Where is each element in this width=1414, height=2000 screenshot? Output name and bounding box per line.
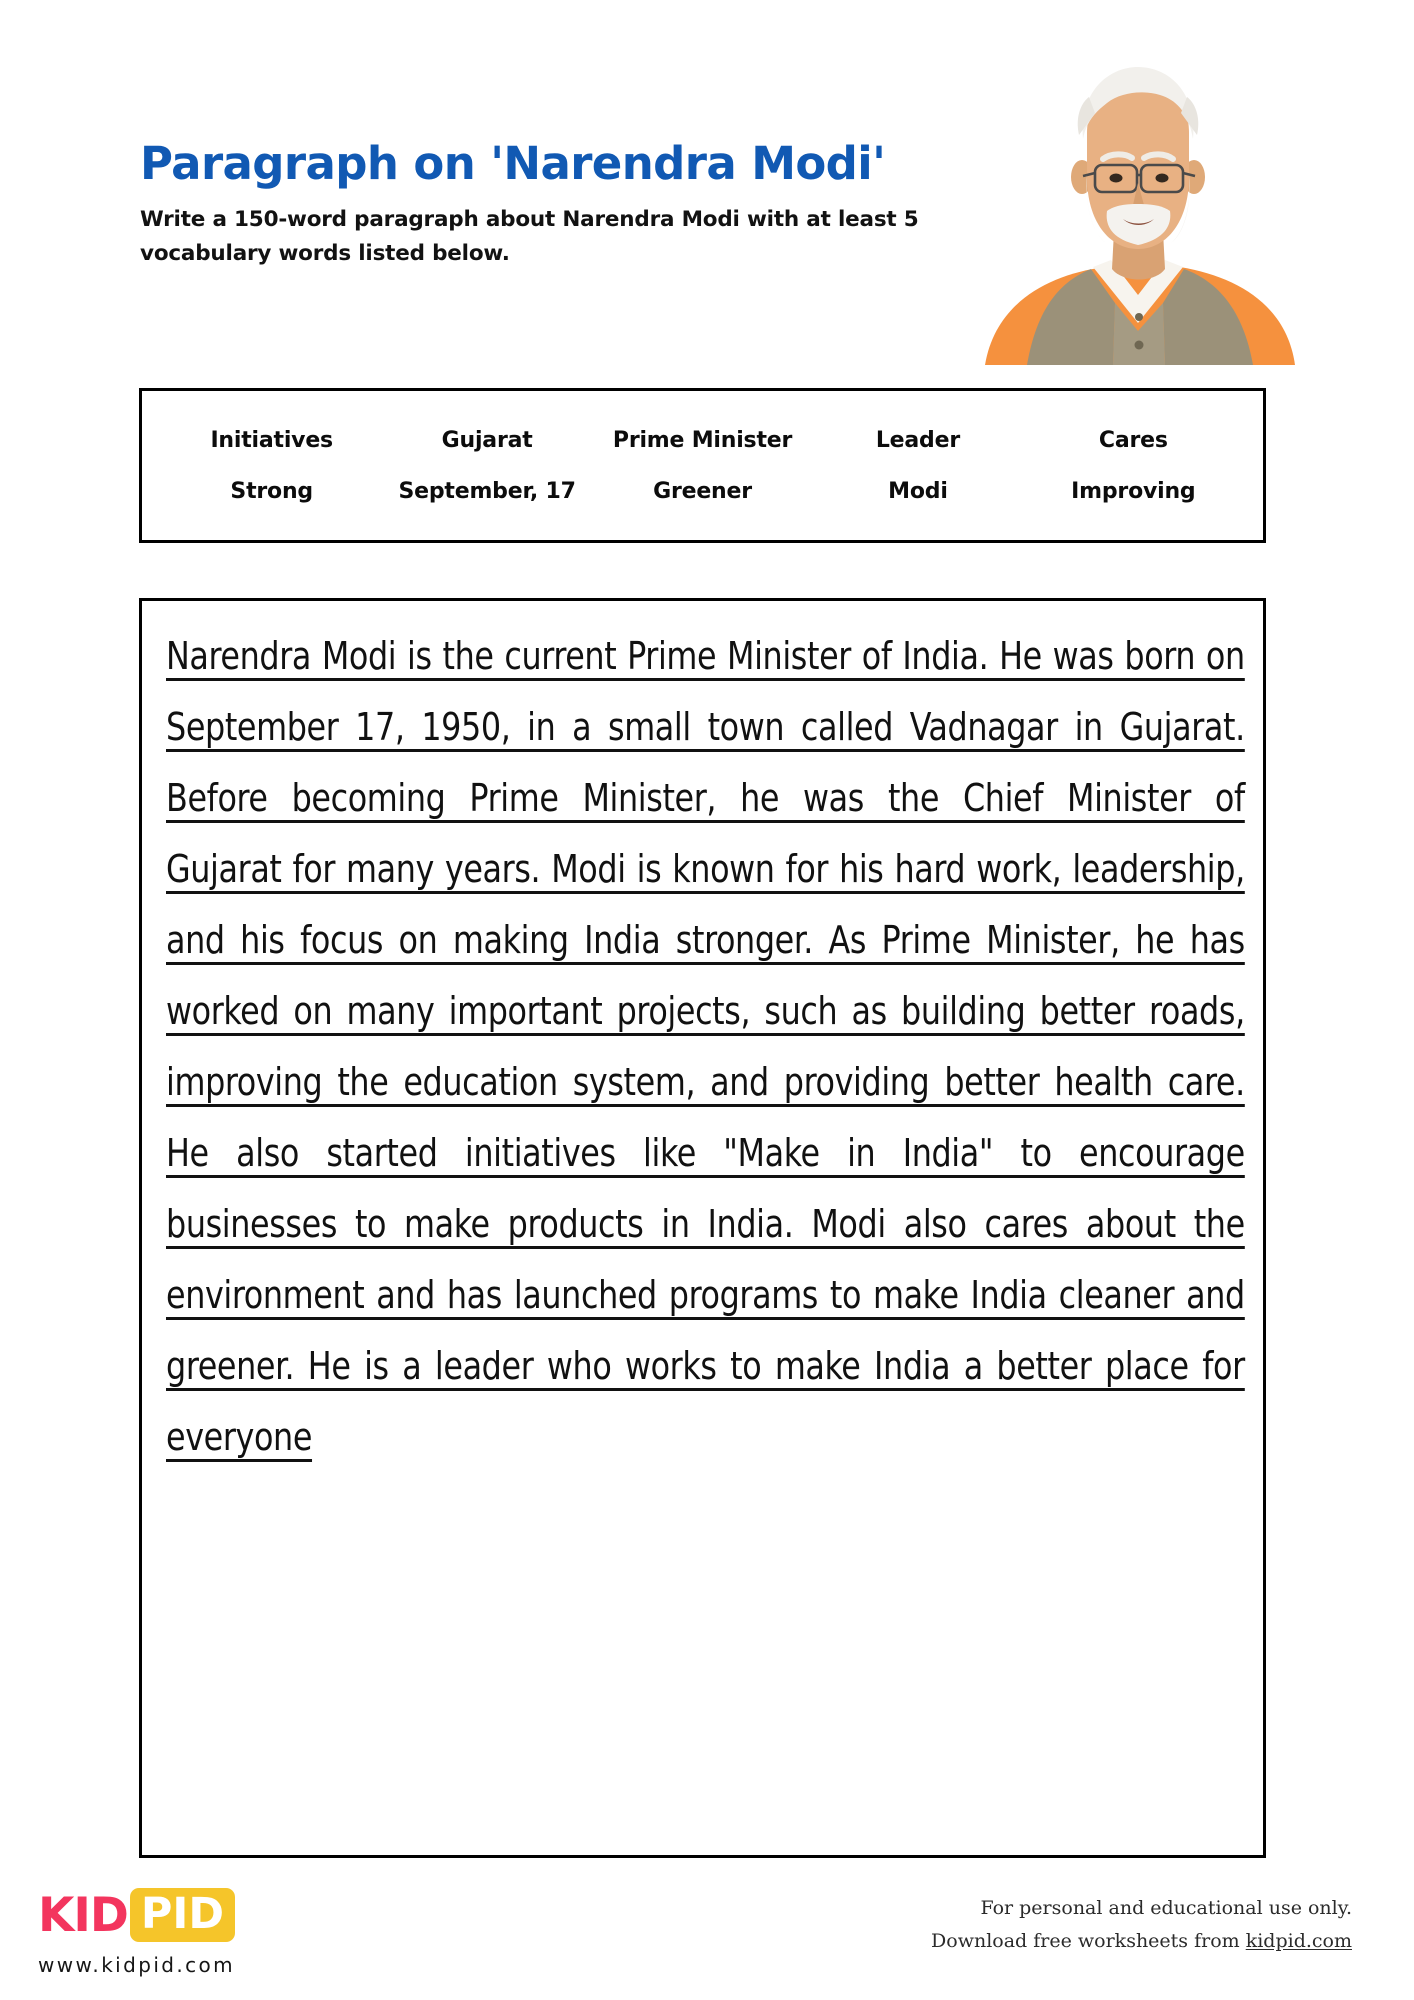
vocabulary-word: Gujarat [441,427,533,453]
page-title: Paragraph on 'Narendra Modi' [140,137,886,190]
narendra-modi-photo [975,55,1300,365]
vocabulary-word: Prime Minister [612,427,793,453]
vocabulary-word: Improving [1071,478,1196,504]
vocabulary-row-1 [142,428,1263,453]
vocabulary-box [139,388,1266,543]
vocabulary-row-2 [142,479,1263,504]
footer-notice [931,1892,1352,1959]
vocabulary-word: Cares [1098,427,1168,453]
page-footer [0,1880,1414,2000]
vocabulary-word: Modi [888,478,948,504]
vocabulary-word: September, 17 [398,478,576,504]
kidpid-logo[interactable] [38,1888,235,1942]
answer-paragraph[interactable]: Narendra Modi is the current Prime Minister of India. He was born on September 17, 1950, in a small town called Vadnagar in Gujarat. Before becoming Prime Minister, he was the Chief Minister of Gujarat for many years. Modi is known for his hard work, leadership, and his focus on making India stronger. As Prime Minister, he has worked on many important projects, such as building better roads, improving the education system, and providing better health care. He also started initiatives like "Make in India" to encourage businesses to make products in India. Modi also cares about the environment and has launched programs to make India cleaner and greener. He is a leader who works to make India a better place for everyone [166,634,1245,1459]
logo-pid-badge: PID [130,1888,235,1942]
download-notice-prefix: Download free worksheets from [931,1930,1246,1953]
website-url: www.kidpid.com [38,1953,236,1977]
vocabulary-word: Initiatives [210,427,333,453]
usage-notice-line: For personal and educational use only. [980,1897,1352,1919]
kidpid-link[interactable]: kidpid.com [1245,1930,1352,1953]
vocabulary-word: Greener [653,478,752,504]
logo-kid-text: KID [38,1887,128,1943]
vocabulary-word: Leader [875,427,960,453]
answer-box[interactable] [139,598,1266,1858]
instructions-text: Write a 150-word paragraph about Narendra Modi with at least 5 vocabulary words listed below. [140,207,919,266]
download-notice-line [931,1925,1352,1958]
vocabulary-word: Strong [230,478,313,504]
worksheet-header [140,137,940,270]
portrait-illustration [975,55,1300,365]
